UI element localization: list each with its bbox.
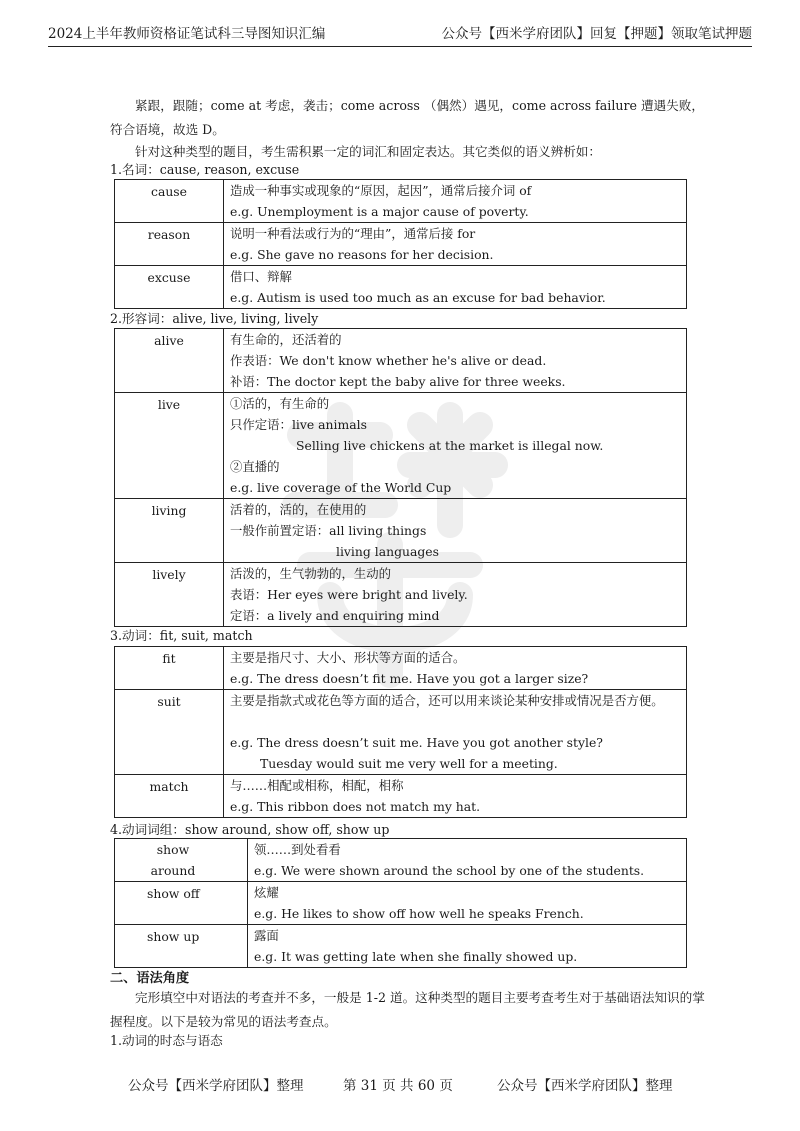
term-fit: fit bbox=[115, 647, 224, 690]
example-line: e.g. She gave no reasons for her decision. bbox=[230, 247, 494, 262]
definition-line: 造成一种事实或现象的“原因，起因”，通常后接介词 of bbox=[230, 183, 532, 198]
definition-line: 炫耀 bbox=[254, 885, 279, 900]
example-line: 只作定语：live animals bbox=[230, 417, 367, 432]
term-show-off: show off bbox=[115, 882, 248, 925]
example-line: Selling live chickens at the market is illegal now. bbox=[296, 438, 604, 453]
table-row bbox=[115, 690, 687, 775]
definition-living bbox=[224, 499, 687, 563]
table-row bbox=[115, 882, 687, 925]
example-line: 补语：The doctor kept the baby alive for three weeks. bbox=[230, 374, 566, 389]
term-living: living bbox=[115, 499, 224, 563]
definition-line: ②直播的 bbox=[230, 459, 280, 474]
section-verbs-label: 3.动词：fit, suit, match bbox=[110, 628, 253, 643]
table-row bbox=[115, 775, 687, 818]
table-row bbox=[115, 180, 687, 223]
footer-right: 公众号【西米学府团队】整理 bbox=[497, 1078, 673, 1094]
definition-alive bbox=[224, 329, 687, 393]
term-live: live bbox=[115, 393, 224, 499]
example-line: e.g. Unemployment is a major cause of poverty. bbox=[230, 204, 529, 219]
definition-line: 主要是指款式或花色等方面的适合，还可以用来谈论某种安排或情况是否方便。 bbox=[230, 693, 664, 708]
table-row bbox=[115, 329, 687, 393]
footer-left: 公众号【西米学府团队】整理 bbox=[128, 1078, 304, 1094]
table-row bbox=[115, 839, 687, 882]
table-row bbox=[115, 499, 687, 563]
section-adjectives-label: 2.形容词：alive, live, living, lively bbox=[110, 311, 319, 326]
term-cause: cause bbox=[115, 180, 224, 223]
table-verbs bbox=[114, 646, 687, 818]
example-line: e.g. We were shown around the school by one of the students. bbox=[254, 863, 645, 878]
definition-lively bbox=[224, 563, 687, 627]
page-number: 第 31 页 共 60 页 bbox=[343, 1078, 453, 1094]
definition-suit bbox=[224, 690, 687, 775]
example-line: living languages bbox=[336, 544, 439, 559]
definition-line: ①活的，有生命的 bbox=[230, 396, 330, 411]
example-line: e.g. It was getting late when she finally showed up. bbox=[254, 949, 578, 964]
table-phrasal-verbs bbox=[114, 838, 687, 968]
definition-line: 与……相配或相称，相配，相称 bbox=[230, 778, 404, 793]
definition-fit bbox=[224, 647, 687, 690]
definition-reason bbox=[224, 223, 687, 266]
definition-show-up bbox=[248, 925, 687, 968]
table-row bbox=[115, 223, 687, 266]
intro-summary: 针对这种类型的题目，考生需积累一定的词汇和固定表达。其它类似的语义辨析如： bbox=[135, 144, 601, 159]
example-line: Tuesday would suit me very well for a meeting. bbox=[260, 756, 558, 771]
term-reason: reason bbox=[115, 223, 224, 266]
term-show-around-text: show around bbox=[150, 842, 196, 878]
definition-line: 活泼的，生气勃勃的，生动的 bbox=[230, 566, 392, 581]
definition-cause bbox=[224, 180, 687, 223]
table-row bbox=[115, 393, 687, 499]
example-line: 作表语：We don't know whether he's alive or dead. bbox=[230, 353, 547, 368]
table-row bbox=[115, 925, 687, 968]
definition-line: 说明一种看法或行为的“理由”，通常后接 for bbox=[230, 226, 476, 241]
intro-paragraph: 紧跟，跟随；come at 考虑，袭击；come across （偶然）遇见，come across failure 遭遇失败，符合语境，故选 D。 bbox=[110, 98, 704, 137]
definition-line: 活着的，活的，在使用的 bbox=[230, 502, 367, 517]
header-title: 2024上半年教师资格证笔试科三导图知识汇编 bbox=[48, 26, 326, 42]
definition-line: 露面 bbox=[254, 928, 279, 943]
definition-line: 借口、辩解 bbox=[230, 269, 292, 284]
example-line: e.g. He likes to show off how well he speaks French. bbox=[254, 906, 584, 921]
definition-excuse bbox=[224, 266, 687, 309]
definition-live bbox=[224, 393, 687, 499]
table-adjectives bbox=[114, 328, 687, 627]
example-line: e.g. The dress doesn’t suit me. Have you got another style? bbox=[230, 735, 603, 750]
definition-line: 主要是指尺寸、大小、形状等方面的适合。 bbox=[230, 650, 466, 665]
definition-line: 有生命的，还活着的 bbox=[230, 332, 342, 347]
example-line: 定语：a lively and enquiring mind bbox=[230, 608, 440, 623]
grammar-subheading: 1.动词的时态与语态 bbox=[110, 1033, 223, 1048]
term-suit: suit bbox=[115, 690, 224, 775]
definition-show-off bbox=[248, 882, 687, 925]
term-show-up: show up bbox=[115, 925, 248, 968]
example-line: e.g. The dress doesn’t fit me. Have you got a larger size? bbox=[230, 671, 589, 686]
section-phrasal-verbs-label: 4.动词词组：show around, show off, show up bbox=[110, 822, 390, 837]
example-line: e.g. Autism is used too much as an excuse for bad behavior. bbox=[230, 290, 606, 305]
header-promo: 公众号【西米学府团队】回复【押题】领取笔试押题 bbox=[441, 26, 752, 42]
page-header bbox=[48, 24, 752, 47]
term-show-around bbox=[115, 839, 248, 882]
table-row bbox=[115, 647, 687, 690]
term-alive: alive bbox=[115, 329, 224, 393]
example-line: 一般作前置定语：all living things bbox=[230, 523, 427, 538]
definition-show-around bbox=[248, 839, 687, 882]
grammar-paragraph: 完形填空中对语法的考查并不多，一般是 1-2 道。这种类型的题目主要考查考生对于基础语法知识的掌握程度。以下是较为常见的语法考查点。 bbox=[110, 990, 705, 1029]
example-line: e.g. live coverage of the World Cup bbox=[230, 480, 452, 495]
section-nouns-label: 1.名词：cause, reason, excuse bbox=[110, 162, 300, 177]
definition-line: 领……到处看看 bbox=[254, 842, 341, 857]
example-line: e.g. This ribbon does not match my hat. bbox=[230, 799, 481, 814]
table-row bbox=[115, 266, 687, 309]
section-heading-grammar: 二、语法角度 bbox=[110, 971, 190, 986]
definition-match bbox=[224, 775, 687, 818]
term-excuse: excuse bbox=[115, 266, 224, 309]
page-footer bbox=[0, 1074, 800, 1094]
table-row bbox=[115, 563, 687, 627]
term-match: match bbox=[115, 775, 224, 818]
example-line: 表语：Her eyes were bright and lively. bbox=[230, 587, 468, 602]
term-lively: lively bbox=[115, 563, 224, 627]
table-nouns bbox=[114, 179, 687, 309]
